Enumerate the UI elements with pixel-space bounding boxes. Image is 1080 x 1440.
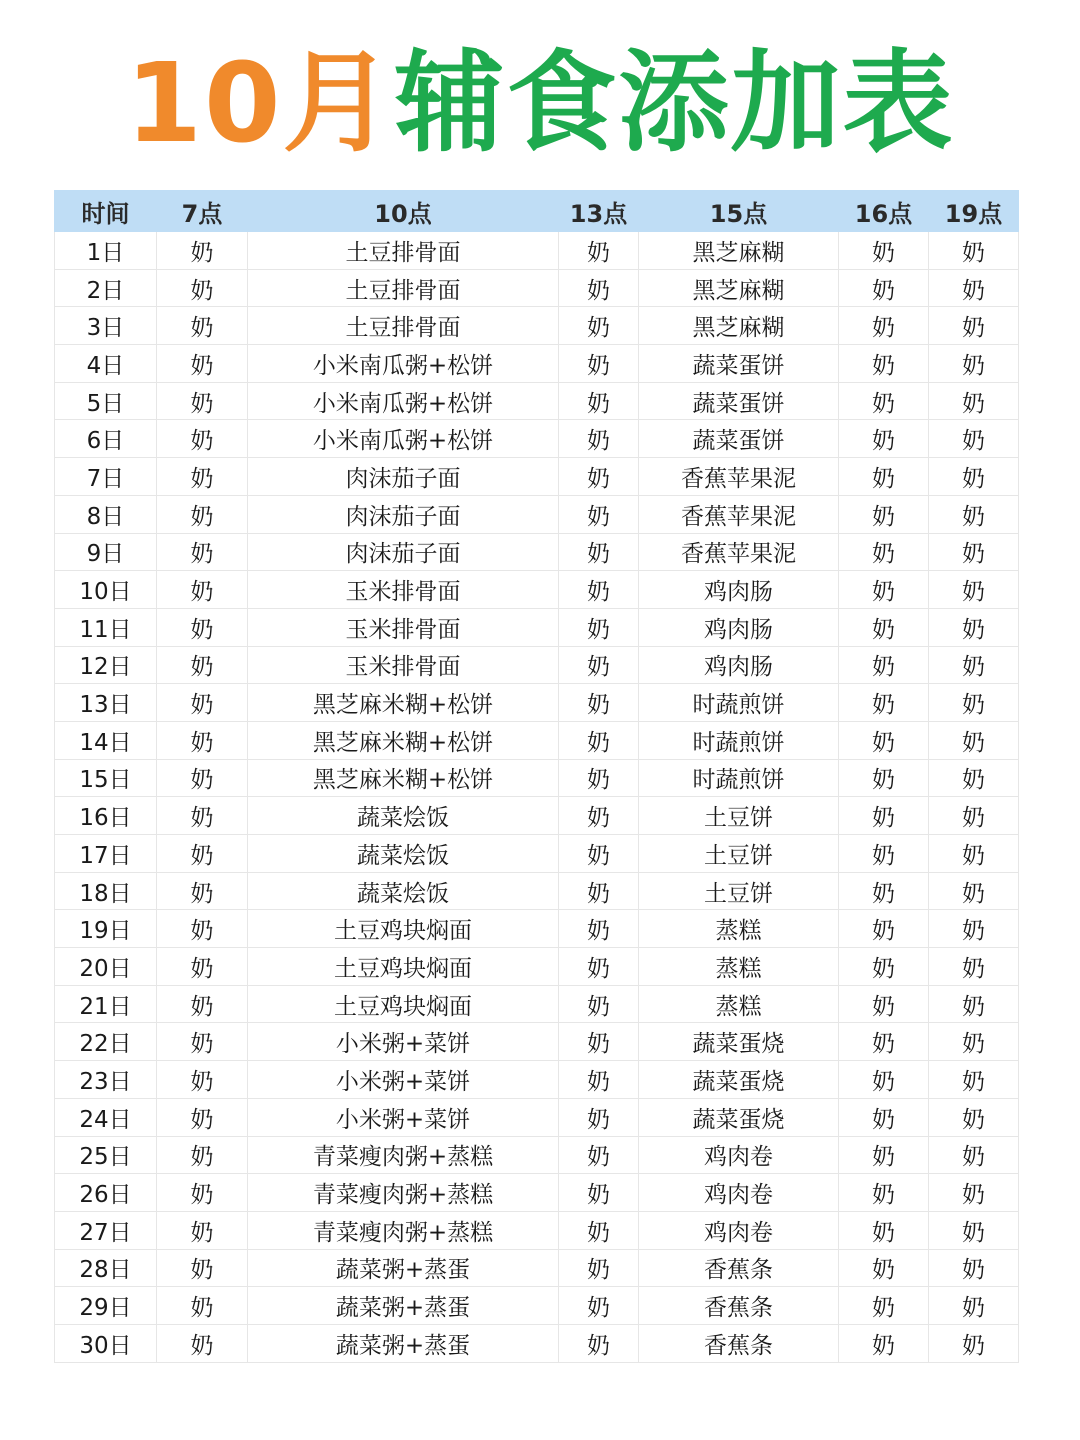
- meal-cell: 奶: [157, 1324, 248, 1362]
- meal-cell: 奶: [839, 533, 929, 571]
- meal-cell: 黑芝麻米糊+松饼: [248, 684, 559, 722]
- meal-cell: 小米粥+菜饼: [248, 1098, 559, 1136]
- meal-cell: 鸡肉卷: [639, 1211, 839, 1249]
- table-row: [55, 797, 1019, 835]
- table-row: [55, 684, 1019, 722]
- meal-cell: 奶: [929, 571, 1019, 609]
- column-header: 19点: [929, 191, 1019, 232]
- meal-cell: 奶: [929, 910, 1019, 948]
- meal-cell: 奶: [559, 1324, 639, 1362]
- meal-cell: 奶: [839, 345, 929, 383]
- table-row: [55, 345, 1019, 383]
- column-header: 时间: [55, 191, 157, 232]
- meal-cell: 奶: [157, 1061, 248, 1099]
- meal-cell: 奶: [559, 1136, 639, 1174]
- meal-cell: 肉沫茄子面: [248, 458, 559, 496]
- meal-cell: 奶: [559, 495, 639, 533]
- meal-cell: 蔬菜烩饭: [248, 835, 559, 873]
- meal-cell: 奶: [157, 307, 248, 345]
- date-cell: 16日: [55, 797, 157, 835]
- meal-cell: 时蔬煎饼: [639, 684, 839, 722]
- date-cell: 11日: [55, 608, 157, 646]
- meal-cell: 奶: [839, 1287, 929, 1325]
- meal-cell: 奶: [559, 345, 639, 383]
- meal-cell: 奶: [559, 571, 639, 609]
- meal-cell: 奶: [929, 495, 1019, 533]
- meal-cell: 黑芝麻米糊+松饼: [248, 721, 559, 759]
- meal-cell: 土豆排骨面: [248, 232, 559, 270]
- date-cell: 27日: [55, 1211, 157, 1249]
- meal-cell: 奶: [157, 345, 248, 383]
- meal-cell: 奶: [157, 835, 248, 873]
- column-header: 10点: [248, 191, 559, 232]
- table-row: [55, 307, 1019, 345]
- meal-cell: 奶: [839, 684, 929, 722]
- meal-cell: 小米南瓜粥+松饼: [248, 345, 559, 383]
- meal-cell: 蒸糕: [639, 948, 839, 986]
- table-row: [55, 646, 1019, 684]
- meal-cell: 奶: [559, 948, 639, 986]
- table-row: [55, 269, 1019, 307]
- meal-cell: 蔬菜粥+蒸蛋: [248, 1287, 559, 1325]
- meal-cell: 奶: [157, 721, 248, 759]
- meal-cell: 奶: [839, 910, 929, 948]
- meal-cell: 奶: [157, 458, 248, 496]
- meal-cell: 奶: [929, 1136, 1019, 1174]
- meal-cell: 时蔬煎饼: [639, 759, 839, 797]
- column-header: 15点: [639, 191, 839, 232]
- date-cell: 14日: [55, 721, 157, 759]
- meal-cell: 奶: [559, 1061, 639, 1099]
- meal-cell: 奶: [559, 721, 639, 759]
- meal-cell: 奶: [839, 1061, 929, 1099]
- meal-cell: 黑芝麻糊: [639, 307, 839, 345]
- meal-cell: 奶: [839, 872, 929, 910]
- meal-cell: 奶: [929, 1324, 1019, 1362]
- meal-cell: 蔬菜蛋饼: [639, 382, 839, 420]
- column-header: 13点: [559, 191, 639, 232]
- page-title: [0, 38, 1080, 168]
- meal-cell: 玉米排骨面: [248, 646, 559, 684]
- table-row: [55, 1249, 1019, 1287]
- meal-cell: 蒸糕: [639, 985, 839, 1023]
- meal-cell: 奶: [559, 608, 639, 646]
- date-cell: 17日: [55, 835, 157, 873]
- meal-cell: 奶: [839, 948, 929, 986]
- meal-cell: 奶: [157, 1023, 248, 1061]
- meal-cell: 蔬菜蛋烧: [639, 1061, 839, 1099]
- meal-cell: 奶: [559, 458, 639, 496]
- meal-cell: 奶: [839, 608, 929, 646]
- meal-cell: 奶: [559, 1287, 639, 1325]
- meal-cell: 奶: [157, 797, 248, 835]
- meal-cell: 奶: [157, 985, 248, 1023]
- meal-cell: 鸡肉肠: [639, 608, 839, 646]
- meal-cell: 奶: [929, 458, 1019, 496]
- meal-cell: 奶: [839, 420, 929, 458]
- meal-cell: 土豆排骨面: [248, 269, 559, 307]
- meal-cell: 奶: [929, 1287, 1019, 1325]
- date-cell: 4日: [55, 345, 157, 383]
- meal-cell: 奶: [559, 797, 639, 835]
- meal-cell: 奶: [929, 1023, 1019, 1061]
- meal-cell: 香蕉条: [639, 1324, 839, 1362]
- meal-cell: 奶: [559, 985, 639, 1023]
- meal-cell: 蒸糕: [639, 910, 839, 948]
- date-cell: 18日: [55, 872, 157, 910]
- date-cell: 26日: [55, 1174, 157, 1212]
- meal-cell: 奶: [839, 797, 929, 835]
- meal-cell: 青菜瘦肉粥+蒸糕: [248, 1211, 559, 1249]
- meal-cell: 奶: [157, 232, 248, 270]
- meal-cell: 奶: [559, 307, 639, 345]
- meal-cell: 奶: [839, 985, 929, 1023]
- header-row: [55, 191, 1019, 232]
- table-row: [55, 948, 1019, 986]
- meal-cell: 香蕉条: [639, 1287, 839, 1325]
- date-cell: 10日: [55, 571, 157, 609]
- meal-cell: 奶: [559, 835, 639, 873]
- meal-cell: 奶: [839, 759, 929, 797]
- meal-cell: 奶: [839, 382, 929, 420]
- meal-cell: 黑芝麻米糊+松饼: [248, 759, 559, 797]
- meal-cell: 奶: [157, 1098, 248, 1136]
- date-cell: 7日: [55, 458, 157, 496]
- meal-cell: 奶: [559, 1098, 639, 1136]
- date-cell: 25日: [55, 1136, 157, 1174]
- meal-cell: 奶: [839, 1098, 929, 1136]
- meal-cell: 奶: [839, 269, 929, 307]
- table-row: [55, 985, 1019, 1023]
- meal-cell: 奶: [559, 910, 639, 948]
- meal-cell: 奶: [157, 1174, 248, 1212]
- meal-cell: 奶: [559, 872, 639, 910]
- meal-cell: 奶: [157, 608, 248, 646]
- meal-cell: 时蔬煎饼: [639, 721, 839, 759]
- meal-cell: 蔬菜烩饭: [248, 797, 559, 835]
- meal-cell: 蔬菜蛋饼: [639, 345, 839, 383]
- date-cell: 8日: [55, 495, 157, 533]
- meal-cell: 奶: [929, 608, 1019, 646]
- table-row: [55, 382, 1019, 420]
- table-row: [55, 1136, 1019, 1174]
- meal-cell: 奶: [839, 1249, 929, 1287]
- meal-cell: 小米南瓜粥+松饼: [248, 420, 559, 458]
- schedule-table-container: [54, 190, 1018, 1363]
- date-cell: 28日: [55, 1249, 157, 1287]
- table-header: [55, 191, 1019, 232]
- meal-cell: 鸡肉卷: [639, 1136, 839, 1174]
- meal-cell: 奶: [839, 1211, 929, 1249]
- table-row: [55, 571, 1019, 609]
- meal-cell: 奶: [559, 684, 639, 722]
- meal-cell: 奶: [929, 797, 1019, 835]
- meal-cell: 肉沫茄子面: [248, 495, 559, 533]
- meal-cell: 黑芝麻糊: [639, 232, 839, 270]
- meal-cell: 奶: [559, 533, 639, 571]
- meal-cell: 土豆饼: [639, 797, 839, 835]
- meal-cell: 奶: [929, 345, 1019, 383]
- meal-cell: 青菜瘦肉粥+蒸糕: [248, 1174, 559, 1212]
- meal-cell: 鸡肉卷: [639, 1174, 839, 1212]
- meal-cell: 奶: [559, 1211, 639, 1249]
- table-row: [55, 835, 1019, 873]
- table-row: [55, 1174, 1019, 1212]
- meal-cell: 蔬菜烩饭: [248, 872, 559, 910]
- meal-cell: 奶: [157, 382, 248, 420]
- meal-cell: 土豆排骨面: [248, 307, 559, 345]
- meal-cell: 奶: [839, 307, 929, 345]
- date-cell: 5日: [55, 382, 157, 420]
- table-row: [55, 1287, 1019, 1325]
- meal-cell: 奶: [157, 948, 248, 986]
- table-row: [55, 1324, 1019, 1362]
- meal-cell: 奶: [929, 1098, 1019, 1136]
- meal-cell: 奶: [157, 1249, 248, 1287]
- table-row: [55, 1098, 1019, 1136]
- meal-cell: 奶: [559, 269, 639, 307]
- meal-cell: 奶: [559, 1174, 639, 1212]
- meal-cell: 奶: [559, 382, 639, 420]
- meal-cell: 奶: [929, 721, 1019, 759]
- meal-cell: 奶: [157, 1287, 248, 1325]
- meal-cell: 小米粥+菜饼: [248, 1023, 559, 1061]
- date-cell: 23日: [55, 1061, 157, 1099]
- meal-cell: 蔬菜蛋烧: [639, 1023, 839, 1061]
- meal-cell: 奶: [839, 1324, 929, 1362]
- meal-cell: 奶: [157, 759, 248, 797]
- title-month: 10月: [125, 39, 395, 167]
- meal-cell: 香蕉苹果泥: [639, 495, 839, 533]
- table-row: [55, 608, 1019, 646]
- meal-cell: 黑芝麻糊: [639, 269, 839, 307]
- date-cell: 22日: [55, 1023, 157, 1061]
- schedule-table: [54, 190, 1019, 1363]
- meal-cell: 小米粥+菜饼: [248, 1061, 559, 1099]
- meal-cell: 奶: [157, 1211, 248, 1249]
- table-row: [55, 495, 1019, 533]
- meal-cell: 奶: [929, 269, 1019, 307]
- meal-cell: 奶: [157, 420, 248, 458]
- date-cell: 19日: [55, 910, 157, 948]
- meal-cell: 奶: [839, 495, 929, 533]
- meal-cell: 蔬菜蛋烧: [639, 1098, 839, 1136]
- meal-cell: 奶: [929, 1174, 1019, 1212]
- date-cell: 15日: [55, 759, 157, 797]
- meal-cell: 奶: [559, 420, 639, 458]
- meal-cell: 奶: [839, 835, 929, 873]
- table-row: [55, 1211, 1019, 1249]
- meal-cell: 奶: [929, 759, 1019, 797]
- meal-cell: 奶: [929, 382, 1019, 420]
- meal-cell: 奶: [157, 269, 248, 307]
- meal-cell: 奶: [929, 835, 1019, 873]
- table-row: [55, 759, 1019, 797]
- table-row: [55, 420, 1019, 458]
- table-row: [55, 721, 1019, 759]
- meal-cell: 鸡肉肠: [639, 646, 839, 684]
- meal-cell: 奶: [839, 458, 929, 496]
- table-row: [55, 1023, 1019, 1061]
- date-cell: 3日: [55, 307, 157, 345]
- meal-cell: 小米南瓜粥+松饼: [248, 382, 559, 420]
- meal-cell: 奶: [929, 872, 1019, 910]
- meal-cell: 奶: [559, 759, 639, 797]
- meal-cell: 土豆饼: [639, 872, 839, 910]
- meal-cell: 鸡肉肠: [639, 571, 839, 609]
- date-cell: 12日: [55, 646, 157, 684]
- date-cell: 6日: [55, 420, 157, 458]
- table-row: [55, 910, 1019, 948]
- meal-cell: 奶: [157, 910, 248, 948]
- meal-cell: 奶: [929, 1249, 1019, 1287]
- meal-cell: 香蕉条: [639, 1249, 839, 1287]
- meal-cell: 奶: [839, 232, 929, 270]
- meal-cell: 奶: [157, 872, 248, 910]
- meal-cell: 蔬菜粥+蒸蛋: [248, 1249, 559, 1287]
- table-row: [55, 458, 1019, 496]
- meal-cell: 奶: [157, 646, 248, 684]
- meal-cell: 奶: [929, 420, 1019, 458]
- meal-cell: 青菜瘦肉粥+蒸糕: [248, 1136, 559, 1174]
- meal-cell: 奶: [929, 533, 1019, 571]
- date-cell: 1日: [55, 232, 157, 270]
- table-row: [55, 533, 1019, 571]
- meal-cell: 奶: [929, 948, 1019, 986]
- meal-cell: 土豆鸡块焖面: [248, 985, 559, 1023]
- meal-cell: 奶: [929, 1061, 1019, 1099]
- table-body: [55, 232, 1019, 1363]
- date-cell: 24日: [55, 1098, 157, 1136]
- date-cell: 9日: [55, 533, 157, 571]
- meal-cell: 奶: [839, 646, 929, 684]
- meal-cell: 土豆鸡块焖面: [248, 948, 559, 986]
- meal-cell: 奶: [559, 1249, 639, 1287]
- meal-cell: 奶: [157, 495, 248, 533]
- meal-cell: 玉米排骨面: [248, 571, 559, 609]
- meal-cell: 肉沫茄子面: [248, 533, 559, 571]
- meal-cell: 奶: [929, 232, 1019, 270]
- table-row: [55, 232, 1019, 270]
- meal-cell: 奶: [559, 1023, 639, 1061]
- meal-cell: 香蕉苹果泥: [639, 458, 839, 496]
- meal-cell: 玉米排骨面: [248, 608, 559, 646]
- meal-cell: 奶: [157, 571, 248, 609]
- table-row: [55, 1061, 1019, 1099]
- meal-cell: 奶: [929, 684, 1019, 722]
- meal-cell: 奶: [839, 1023, 929, 1061]
- meal-cell: 土豆鸡块焖面: [248, 910, 559, 948]
- date-cell: 13日: [55, 684, 157, 722]
- meal-cell: 蔬菜蛋饼: [639, 420, 839, 458]
- date-cell: 29日: [55, 1287, 157, 1325]
- column-header: 7点: [157, 191, 248, 232]
- table-row: [55, 872, 1019, 910]
- column-header: 16点: [839, 191, 929, 232]
- meal-cell: 奶: [157, 533, 248, 571]
- meal-cell: 土豆饼: [639, 835, 839, 873]
- meal-cell: 奶: [839, 1174, 929, 1212]
- meal-cell: 奶: [929, 307, 1019, 345]
- meal-cell: 奶: [839, 571, 929, 609]
- meal-cell: 蔬菜粥+蒸蛋: [248, 1324, 559, 1362]
- meal-cell: 奶: [929, 1211, 1019, 1249]
- meal-cell: 奶: [839, 1136, 929, 1174]
- meal-cell: 奶: [157, 684, 248, 722]
- date-cell: 20日: [55, 948, 157, 986]
- date-cell: 2日: [55, 269, 157, 307]
- meal-cell: 香蕉苹果泥: [639, 533, 839, 571]
- meal-cell: 奶: [929, 646, 1019, 684]
- meal-cell: 奶: [559, 232, 639, 270]
- date-cell: 30日: [55, 1324, 157, 1362]
- meal-cell: 奶: [559, 646, 639, 684]
- meal-cell: 奶: [929, 985, 1019, 1023]
- date-cell: 21日: [55, 985, 157, 1023]
- title-text: 辅食添加表: [394, 39, 955, 167]
- meal-cell: 奶: [157, 1136, 248, 1174]
- meal-cell: 奶: [839, 721, 929, 759]
